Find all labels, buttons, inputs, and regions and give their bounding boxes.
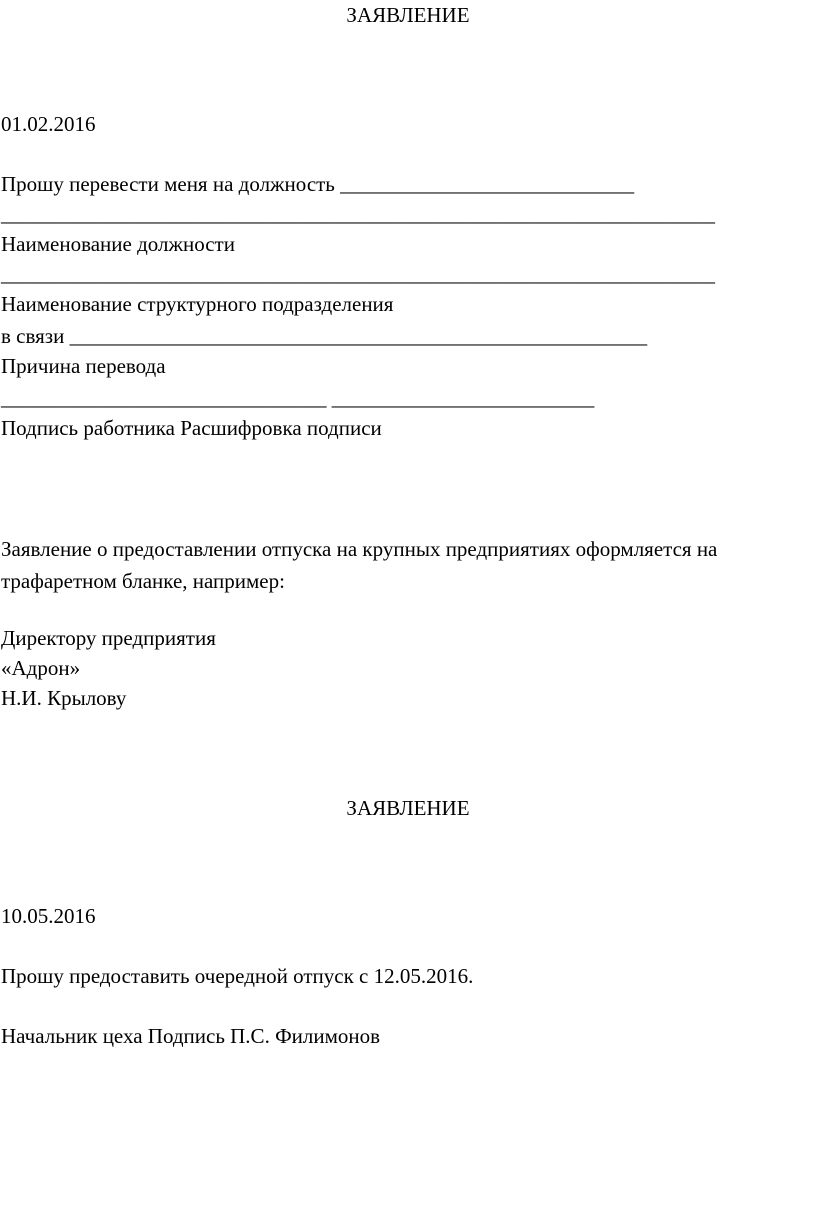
addressee-line-1: Директору предприятия xyxy=(1,626,216,650)
position-blank-line: ____________________________________________________________________ xyxy=(1,202,715,226)
department-blank-line: ____________________________________________________________________ xyxy=(1,262,715,286)
addressee-line-3: Н.И. Крылову xyxy=(1,686,127,710)
document-title-vacation: ЗАЯВЛЕНИЕ xyxy=(346,796,470,820)
transfer-date: 01.02.2016 xyxy=(1,112,96,136)
transfer-request-line: Прошу перевести меня на должность ____________________________ xyxy=(1,172,635,196)
position-caption: Наименование должности xyxy=(1,232,235,256)
reason-line: в связи _______________________________________________________ xyxy=(1,324,648,348)
document-title-transfer: ЗАЯВЛЕНИЕ xyxy=(346,3,470,27)
signature-caption: Подпись работника Расшифровка подписи xyxy=(1,416,382,440)
vacation-request: Прошу предоставить очередной отпуск с 12.05.2016. xyxy=(1,964,474,988)
intro-text-line-2: трафаретном бланке, например: xyxy=(1,569,285,593)
department-caption: Наименование структурного подразделения xyxy=(1,292,394,316)
intro-text-line-1: Заявление о предоставлении отпуска на крупных предприятиях оформляется на xyxy=(1,537,718,561)
addressee-line-2: «Адрон» xyxy=(1,656,81,680)
vacation-date: 10.05.2016 xyxy=(1,904,96,928)
vacation-signature-line: Начальник цеха Подпись П.С. Филимонов xyxy=(1,1024,381,1048)
signature-blank-lines: _______________________________ _________________________ xyxy=(1,386,595,410)
reason-caption: Причина перевода xyxy=(1,354,166,378)
